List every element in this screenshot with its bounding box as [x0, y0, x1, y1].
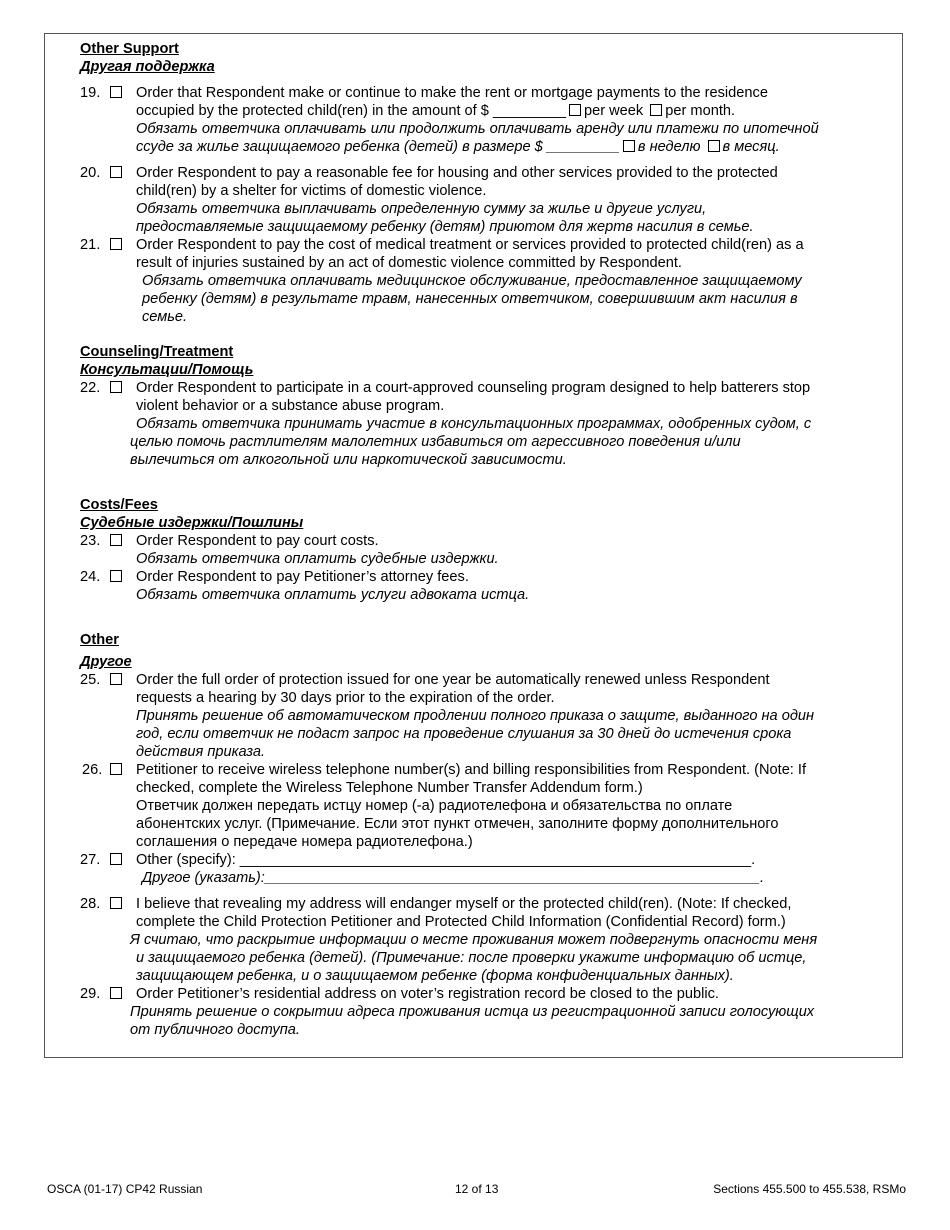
item-text: Order that Respondent make or continue to make the rent or mortgage payments to the residence [136, 85, 768, 101]
item-text: result of injuries sustained by an act of domestic violence committed by Respondent. [136, 255, 682, 271]
footer-statute: Sections 455.500 to 455.538, RSMo [713, 1182, 906, 1196]
section-title-counseling: Counseling/Treatment [80, 344, 234, 360]
item-number: 20. [80, 165, 101, 181]
item-text-ru: абонентских услуг. (Примечание. Если этот пункт отмечен, заполните форму дополнительного [136, 816, 779, 832]
section-title-other: Other [80, 632, 119, 648]
footer-page-number: 12 of 13 [455, 1182, 499, 1196]
item-24-checkbox[interactable] [110, 570, 122, 582]
section-title-other-ru: Другое [80, 654, 132, 670]
item-number: 28. [80, 896, 101, 912]
per-week-checkbox[interactable] [569, 104, 581, 116]
item-number: 22. [80, 380, 101, 396]
item-20-checkbox[interactable] [110, 166, 122, 178]
item-text-ru: Обязать ответчика принимать участие в консультационных программах, одобренных судом, с [136, 416, 812, 432]
item-text: I believe that revealing my address will endanger myself or the protected child(ren). (Note: If checked, [136, 896, 792, 912]
item-text-ru: целью помочь растлителям малолетних избавиться от агрессивного поведения и/или [130, 434, 741, 450]
item-number: 25. [80, 672, 101, 688]
item-number: 21. [80, 237, 101, 253]
other-specify-field-ru[interactable]: Другое (указать):_____________________________________________________________. [142, 870, 765, 886]
footer-form-id: OSCA (01-17) CP42 Russian [47, 1182, 203, 1196]
item-number: 27. [80, 852, 101, 868]
item-text-ru: вылечиться от алкогольной или наркотической зависимости. [130, 452, 567, 468]
item-text-ru: от публичного доступа. [130, 1022, 300, 1038]
item-text: Order Respondent to pay a reasonable fee for housing and other services provided to the protected [136, 165, 778, 181]
item-text-ru: Обязать ответчика оплатить услуги адвоката истца. [136, 587, 530, 603]
section-title-costs-ru: Судебные издержки/Пошлины [80, 515, 304, 531]
item-text: Order Respondent to pay the cost of medical treatment or services provided to protected child(ren) as a [136, 237, 804, 253]
item-text-ru: Обязать ответчика выплачивать определенную сумму за жилье и другие услуги, [136, 201, 707, 217]
item-19-checkbox[interactable] [110, 86, 122, 98]
item-text-ru: Ответчик должен передать истцу номер (-а) радиотелефона и обязательства по оплате [136, 798, 733, 814]
item-27-checkbox[interactable] [110, 853, 122, 865]
item-26 [80, 761, 880, 851]
item-text: violent behavior or a substance abuse program. [136, 398, 445, 414]
item-text: complete the Child Protection Petitioner and Protected Child Information (Confidential Record) form.) [136, 914, 786, 930]
item-text: Order Respondent to pay court costs. [136, 533, 379, 549]
section-title-costs: Costs/Fees [80, 497, 158, 513]
item-number: 23. [80, 533, 101, 549]
item-text-ru: защищающем ребенка, и о защищаемом ребенке (форма конфиденциальных данных). [136, 968, 734, 984]
item-text-ru: ребенку (детям) в результате травм, нанесенных ответчиком, совершившим акт насилия в [142, 291, 798, 307]
item-22 [80, 379, 880, 469]
item-text-ru: Принять решение о сокрытии адреса проживания истца из регистрационной записи голосующих [130, 1004, 815, 1020]
item-27 [80, 851, 880, 887]
item-text-ru: год, если ответчик не подаст запрос на проведение слушания за 30 дней до истечения срока [136, 726, 792, 742]
item-text-ru-amount-line: ссуде за жилье защищаемого ребенка (детей) в размере $ _________ в неделю в месяц. [136, 139, 780, 155]
item-text-ru: семье. [142, 309, 188, 325]
other-specify-field[interactable]: Other (specify): _______________________________________________________________. [136, 852, 756, 868]
item-number: 19. [80, 85, 101, 101]
item-text: checked, complete the Wireless Telephone Number Transfer Addendum form.) [136, 780, 643, 796]
item-29 [80, 985, 880, 1039]
item-text: child(ren) by a shelter for victims of domestic violence. [136, 183, 487, 199]
item-29-checkbox[interactable] [110, 987, 122, 999]
item-text-ru: Обязать ответчика оплачивать медицинское обслуживание, предоставленное защищаемому [142, 273, 802, 289]
item-21-checkbox[interactable] [110, 238, 122, 250]
item-22-checkbox[interactable] [110, 381, 122, 393]
per-month-ru-checkbox[interactable] [708, 140, 720, 152]
item-text: Petitioner to receive wireless telephone number(s) and billing responsibilities from Respondent. (Note: If [136, 762, 807, 778]
form-content [80, 40, 880, 1039]
item-25-checkbox[interactable] [110, 673, 122, 685]
item-text-ru: предоставляемые защищаемому ребенку (детям) приютом для жертв насилия в семье. [136, 219, 754, 235]
item-23 [80, 532, 880, 568]
item-number: 26. [82, 762, 103, 778]
section-title-counseling-ru: Консультации/Помощь [80, 362, 254, 378]
item-text-ru: соглашения о передаче номера радиотелефона.) [136, 834, 473, 850]
item-24 [80, 568, 880, 604]
item-text-ru: Я считаю, что раскрытие информации о месте проживания может подвергнуть опасности меня [130, 932, 818, 948]
item-19 [80, 84, 880, 156]
section-title-other-support-ru: Другая поддержка [80, 59, 215, 75]
item-text-ru: Принять решение об автоматическом продлении полного приказа о защите, выданного на один [136, 708, 815, 724]
item-21 [80, 236, 880, 326]
item-text-ru: и защищаемого ребенка (детей). (Примечание: после проверки укажите информацию об истце, [136, 950, 807, 966]
item-28-checkbox[interactable] [110, 897, 122, 909]
item-text-amount-line: occupied by the protected child(ren) in the amount of $ _________ per week per month. [136, 103, 736, 119]
item-text: Order Respondent to pay Petitioner’s attorney fees. [136, 569, 469, 585]
item-28 [80, 895, 880, 985]
item-number: 24. [80, 569, 101, 585]
per-month-checkbox[interactable] [650, 104, 662, 116]
item-23-checkbox[interactable] [110, 534, 122, 546]
section-title-other-support: Other Support [80, 41, 179, 57]
item-25 [80, 671, 880, 761]
item-text-ru: Обязать ответчика оплатить судебные издержки. [136, 551, 499, 567]
item-20 [80, 164, 880, 236]
item-26-checkbox[interactable] [110, 763, 122, 775]
item-text: Order Respondent to participate in a court-approved counseling program designed to help batterers stop [136, 380, 811, 396]
item-number: 29. [80, 986, 101, 1002]
item-text: requests a hearing by 30 days prior to the expiration of the order. [136, 690, 555, 706]
item-text: Order Petitioner’s residential address on voter’s registration record be closed to the public. [136, 986, 719, 1002]
item-text: Order the full order of protection issued for one year be automatically renewed unless Respondent [136, 672, 770, 688]
per-week-ru-checkbox[interactable] [623, 140, 635, 152]
item-text-ru: действия приказа. [136, 744, 266, 760]
item-text-ru: Обязать ответчика оплачивать или продолжить оплачивать аренду или платежи по ипотечной [136, 121, 819, 137]
